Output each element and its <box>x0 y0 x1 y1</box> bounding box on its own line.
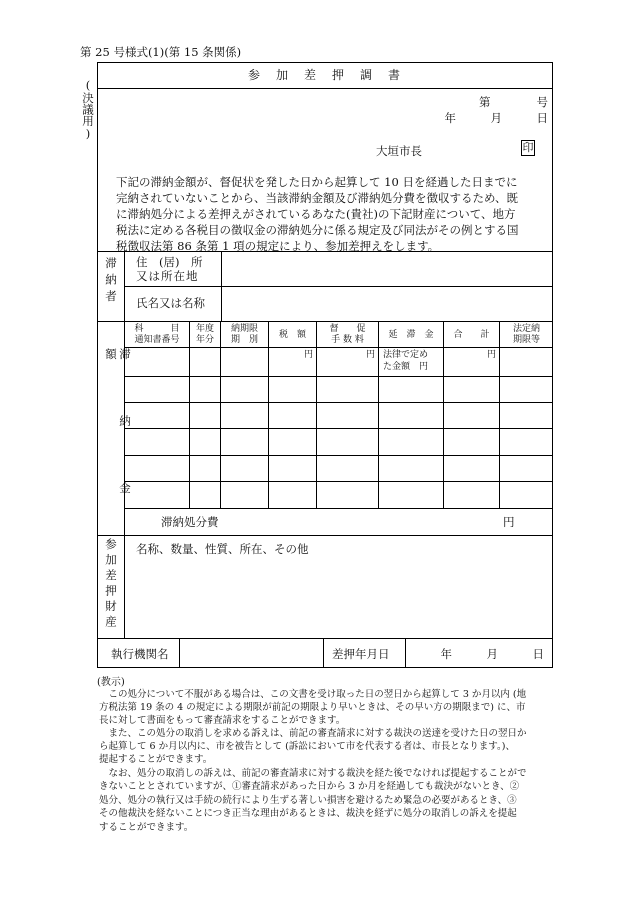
divider <box>124 286 553 287</box>
col-header-late-fee: 延 滞 金 <box>388 330 434 340</box>
instruction-line: その他裁決を経ないことにつき正当な理由があるときは、裁決を経ずに処分の取消しの訴えを提起 <box>99 808 517 819</box>
notice-line-2: 完納されていないことから、当該滞納金額及び滞納処分費を徴収するため、既 <box>116 191 519 205</box>
col-header-line: 納期限 <box>230 324 258 334</box>
table-row-line <box>124 376 553 377</box>
divider <box>97 88 553 89</box>
col-header-line: 法定納 <box>512 324 540 334</box>
col-header-fee <box>317 324 378 346</box>
table-row-line <box>124 508 553 509</box>
col-header-year <box>190 324 220 346</box>
divider <box>378 321 379 508</box>
col-header-tax: 税 額 <box>278 330 306 340</box>
table-row-line <box>124 402 553 403</box>
instruction-line: 提起することができます。 <box>99 754 213 765</box>
yen-unit: 円 <box>365 350 375 360</box>
instructions-heading: (教示) <box>97 677 125 688</box>
col-header-subject <box>128 324 186 346</box>
col-header-legal-due <box>500 324 553 346</box>
instruction-line: この処分について不服がある場合は、この文書を受け取った日の翌日から起算して 3 か月以内 (地 <box>99 689 527 700</box>
table-row-line <box>124 455 553 456</box>
col-header-line: 督 促 <box>329 324 366 334</box>
late-fee-note: た金額 円 <box>383 362 429 372</box>
late-fee-note: 法律で定め <box>383 350 429 360</box>
divider <box>179 638 180 668</box>
side-label: (決議用) <box>81 78 95 141</box>
document-date: 年 月 日 <box>444 111 548 125</box>
instruction-line: ら起算して 6 か月以内に、市を被告として (訴訟において市を代表する者は、市長となります。)、 <box>99 741 516 752</box>
property-description: 名称、数量、性質、所在、その他 <box>136 542 309 556</box>
instruction-line: また、この処分の取消しを求める訴えは、前記の審査請求に対する裁決の送達を受けた日の翌日か <box>99 728 527 739</box>
notice-line-5: 税徴収法第 86 条第 1 項の規定により、参加差押えをします。 <box>116 239 440 253</box>
instruction-line: きないこととされていますが、①審査請求があった日から 3 か月を経過しても裁決がないとき、② <box>99 781 520 792</box>
agency-label: 執行機関名 <box>111 647 169 661</box>
instruction-line: なお、処分の取消しの訴えは、前記の審査請求に対する裁決を経た後でなければ提起することがで <box>99 768 527 779</box>
col-header-line: 通知書番号 <box>134 335 180 345</box>
table-row-line <box>124 481 553 482</box>
property-section-label <box>97 535 124 638</box>
divider <box>220 321 221 508</box>
table-row-line <box>124 428 553 429</box>
divider <box>124 535 125 638</box>
divider <box>97 251 553 252</box>
yen-unit: 円 <box>486 350 496 360</box>
instruction-line: することができます。 <box>99 822 194 833</box>
document-number: 第 号 <box>479 95 548 109</box>
col-header-line: 科 目 <box>134 324 180 334</box>
notice-line-4: 税法に定める各税目の徴収金の滞納処分に係る規定及び同法がその例とする国 <box>116 223 519 237</box>
col-header-line: 年分 <box>195 335 214 345</box>
name-value[interactable] <box>228 294 546 314</box>
property-section-text: 参加差押財産 <box>104 538 118 631</box>
col-header-total: 合 計 <box>453 330 490 340</box>
issuer: 大垣市長 <box>376 144 422 158</box>
divider <box>323 638 324 668</box>
agency-value[interactable] <box>182 642 320 664</box>
form-frame <box>97 62 553 668</box>
divider <box>405 638 406 668</box>
col-header-line: 手 数 料 <box>331 335 364 345</box>
col-header-line: 年度 <box>195 324 214 334</box>
col-header-due <box>221 324 268 346</box>
col-header-line: 期限等 <box>512 335 540 345</box>
form-title: 参 加 差 押 調 書 <box>247 68 402 82</box>
processing-fee-yen: 円 <box>503 515 515 529</box>
divider <box>97 321 553 322</box>
processing-fee-label: 滞納処分費 <box>161 515 219 529</box>
divider <box>124 347 553 348</box>
instruction-line: 処分、処分の執行又は手続の続行により生ずる著しい損害を避けるため緊急の必要があるとき、③ <box>99 795 517 806</box>
divider <box>189 321 190 508</box>
instruction-line: 長に対して書面をもって審査請求をすることができます。 <box>99 715 346 726</box>
seizure-date-value: 年 月 日 <box>440 647 544 661</box>
yen-unit: 円 <box>303 350 313 360</box>
amount-section-label <box>97 321 132 549</box>
form-number: 第 25 号様式(1)(第 15 条関係) <box>80 45 242 59</box>
address-label: 住 (居) 所 <box>136 255 203 269</box>
divider <box>499 321 500 508</box>
address-label-2: 又は所在地 <box>136 269 199 283</box>
notice-line-3: に滞納処分による差押えがされているあなた(貴社)の下記財産について、地方 <box>116 207 516 221</box>
divider <box>97 638 553 639</box>
name-label: 氏名又は名称 <box>136 296 205 310</box>
seizure-date-label: 差押年月日 <box>332 647 390 661</box>
taxpayer-section-label: 滞納者 <box>104 257 118 307</box>
amount-section-text: 滞 納 金 額 <box>104 348 132 549</box>
col-header-line: 期 別 <box>230 335 258 345</box>
divider <box>97 535 553 536</box>
address-value[interactable] <box>228 260 546 280</box>
notice-line-1: 下記の滞納金額が、督促状を発した日から起算して 10 日を経過した日までに <box>116 175 518 189</box>
instruction-line: 方税法第 19 条の 4 の規定による期限が前記の期限より早いときは、その早い方の期限まで) に、市 <box>99 702 526 713</box>
seal-box: 印 <box>522 141 534 154</box>
